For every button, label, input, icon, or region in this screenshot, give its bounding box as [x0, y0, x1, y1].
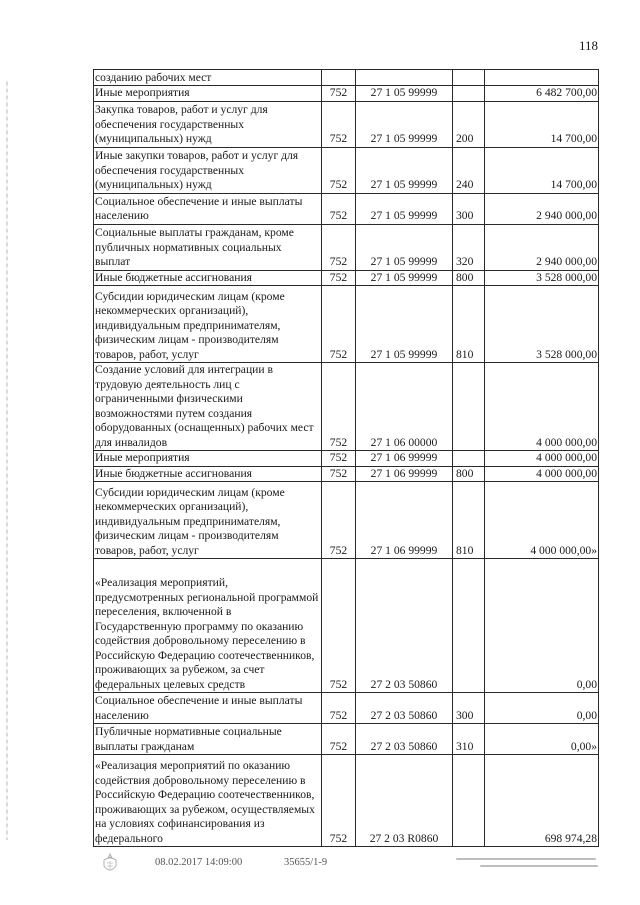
table-body [94, 70, 599, 847]
row-cs: 27 1 05 99999 [356, 224, 453, 270]
row-gr: 752 [322, 270, 356, 286]
budget-table [93, 69, 599, 847]
row-name: Социальные выплаты гражданам, кроме публичных нормативных социальных выплат [94, 224, 322, 270]
table-row [94, 466, 599, 482]
table-row [94, 559, 599, 693]
table-row [94, 693, 599, 724]
footer-code: 35655/1-9 [284, 857, 328, 868]
row-gr: 752 [322, 193, 356, 224]
row-sum: 698 974,28 [485, 755, 599, 847]
row-sum: 0,00 [485, 693, 599, 724]
row-cs: 27 1 05 99999 [356, 86, 453, 102]
row-vr: 240 [453, 147, 485, 193]
row-vr: 200 [453, 101, 485, 147]
table-row [94, 755, 599, 847]
row-gr: 752 [322, 724, 356, 755]
scan-margin-artifact [6, 80, 8, 840]
table-row [94, 101, 599, 147]
row-gr: 752 [322, 147, 356, 193]
row-gr: 752 [322, 451, 356, 467]
row-cs: 27 1 06 99999 [356, 451, 453, 467]
row-cs: 27 1 05 99999 [356, 193, 453, 224]
row-gr [322, 70, 356, 86]
page-number: 118 [578, 38, 598, 53]
row-vr [453, 451, 485, 467]
row-name: «Реализация мероприятий по оказанию содействия добровольному переселению в Российскую Федерацию соотечественников, проживающих за рубежом, осуществляемых на условиях софинансирования из федерального [94, 755, 322, 847]
table-row [94, 451, 599, 467]
row-sum: 4 000 000,00» [485, 482, 599, 559]
row-sum: 14 700,00 [485, 101, 599, 147]
row-sum: 0,00» [485, 724, 599, 755]
row-sum: 6 482 700,00 [485, 86, 599, 102]
row-name: «Реализация мероприятий, предусмотренных региональной программой переселения, включенной в Государственную программу по оказанию содействия добровольному переселению в Российскую Федерацию соотечественников, проживающих за рубежом, за счет федеральных целевых средств [94, 559, 322, 693]
row-gr: 752 [322, 482, 356, 559]
row-name: созданию рабочих мест [94, 70, 322, 86]
row-cs: 27 2 03 50860 [356, 559, 453, 693]
table-row [94, 482, 599, 559]
row-vr: 310 [453, 724, 485, 755]
row-sum: 2 940 000,00 [485, 193, 599, 224]
row-sum: 3 528 000,00 [485, 270, 599, 286]
seal-icon [99, 852, 121, 876]
row-cs: 27 1 05 99999 [356, 286, 453, 363]
row-name: Публичные нормативные социальные выплаты гражданам [94, 724, 322, 755]
row-cs: 27 1 05 99999 [356, 101, 453, 147]
row-cs: 27 2 03 50860 [356, 724, 453, 755]
row-name: Иные закупки товаров, работ и услуг для обеспечения государственных (муниципальных) нужд [94, 147, 322, 193]
row-name: Субсидии юридическим лицам (кроме некоммерческих организаций), индивидуальным предпринимателям, физическим лицам - производителям товаров, работ, услуг [94, 482, 322, 559]
signature-stamp [456, 853, 600, 879]
table-row [94, 224, 599, 270]
table-row [94, 724, 599, 755]
row-name: Закупка товаров, работ и услуг для обеспечения государственных (муниципальных) нужд [94, 101, 322, 147]
row-vr: 320 [453, 224, 485, 270]
table-row [94, 270, 599, 286]
row-gr: 752 [322, 559, 356, 693]
row-name: Иные бюджетные ассигнования [94, 466, 322, 482]
row-name: Иные бюджетные ассигнования [94, 270, 322, 286]
row-name: Социальное обеспечение и иные выплаты населению [94, 693, 322, 724]
table-row [94, 147, 599, 193]
table-row [94, 193, 599, 224]
row-gr: 752 [322, 466, 356, 482]
row-gr: 752 [322, 693, 356, 724]
row-cs: 27 1 06 99999 [356, 482, 453, 559]
row-sum [485, 70, 599, 86]
row-sum: 14 700,00 [485, 147, 599, 193]
row-cs [356, 70, 453, 86]
row-vr [453, 70, 485, 86]
row-name: Социальное обеспечение и иные выплаты населению [94, 193, 322, 224]
row-vr [453, 755, 485, 847]
row-name: Иные мероприятия [94, 86, 322, 102]
row-sum: 0,00 [485, 559, 599, 693]
row-sum: 3 528 000,00 [485, 286, 599, 363]
row-cs: 27 1 06 99999 [356, 466, 453, 482]
footer-date: 08.02.2017 14:09:00 [155, 857, 243, 868]
row-name: Субсидии юридическим лицам (кроме некоммерческих организаций), индивидуальным предпринимателям, физическим лицам - производителям товаров, работ, услуг [94, 286, 322, 363]
row-vr: 800 [453, 270, 485, 286]
row-cs: 27 1 05 99999 [356, 147, 453, 193]
table-row [94, 86, 599, 102]
row-cs: 27 2 03 50860 [356, 693, 453, 724]
row-vr: 800 [453, 466, 485, 482]
row-cs: 27 1 06 00000 [356, 363, 453, 451]
row-vr: 810 [453, 482, 485, 559]
row-name: Создание условий для интеграции в трудовую деятельность лиц с ограниченными физическими возможностями путем создания оборудованных (оснащенных) рабочих мест для инвалидов [94, 363, 322, 451]
table-row [94, 363, 599, 451]
row-vr: 300 [453, 693, 485, 724]
row-gr: 752 [322, 286, 356, 363]
row-vr: 810 [453, 286, 485, 363]
row-cs: 27 2 03 R0860 [356, 755, 453, 847]
table-row [94, 70, 599, 86]
row-sum: 4 000 000,00 [485, 451, 599, 467]
row-sum: 4 000 000,00 [485, 466, 599, 482]
row-vr [453, 86, 485, 102]
row-gr: 752 [322, 101, 356, 147]
row-name: Иные мероприятия [94, 451, 322, 467]
row-vr [453, 363, 485, 451]
row-gr: 752 [322, 755, 356, 847]
row-gr: 752 [322, 86, 356, 102]
table-row [94, 286, 599, 363]
row-vr [453, 559, 485, 693]
row-vr: 300 [453, 193, 485, 224]
row-gr: 752 [322, 363, 356, 451]
row-sum: 4 000 000,00 [485, 363, 599, 451]
row-sum: 2 940 000,00 [485, 224, 599, 270]
row-cs: 27 1 05 99999 [356, 270, 453, 286]
row-gr: 752 [322, 224, 356, 270]
